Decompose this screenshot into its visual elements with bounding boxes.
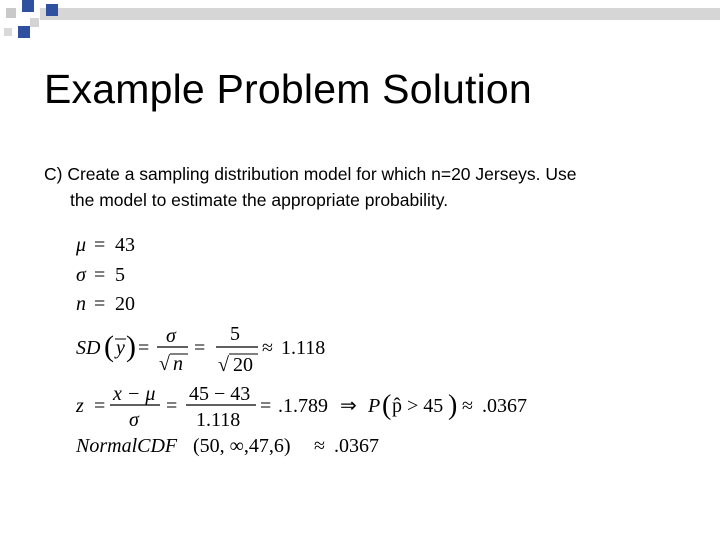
z-frac2-den: 1.118 — [196, 409, 241, 431]
problem-line-1: C) Create a sampling distribution model for which n=20 Jerseys. Use — [44, 164, 577, 184]
sd-frac1-den: n — [173, 353, 183, 375]
n-symbol: n — [76, 293, 86, 315]
prob-paren-open: ( — [382, 390, 392, 421]
mu-symbol: μ — [76, 234, 87, 256]
prob-result: .0367 — [482, 395, 527, 417]
sqrt-sign-1: √ — [159, 353, 170, 375]
sigma-value: 5 — [115, 264, 125, 286]
mu-value: 43 — [115, 234, 135, 256]
sd-variable: y — [116, 337, 125, 359]
z-frac1-den: σ — [129, 409, 139, 431]
sd-paren-close: ) — [126, 330, 136, 363]
sd-paren-open: ( — [104, 330, 114, 363]
mu-equals: = — [94, 234, 106, 256]
prob-inner: p̂ > 45 — [392, 395, 444, 417]
sd-approx: ≈ — [262, 337, 273, 359]
z-frac1-num: x − μ — [113, 383, 156, 405]
z-value: .1.789 — [278, 395, 328, 417]
cdf-args: (50, ∞,47,6) — [193, 435, 291, 457]
prob-paren-close: ) — [448, 390, 458, 421]
sigma-symbol: σ — [76, 264, 86, 286]
prob-symbol: P — [368, 395, 381, 417]
sd-frac2-num: 5 — [230, 323, 240, 345]
cdf-approx: ≈ — [314, 435, 325, 457]
sigma-equals: = — [94, 264, 106, 286]
z-equals-2: = — [166, 395, 178, 417]
sd-equals-1: = — [138, 337, 150, 359]
sd-frac2-den: 20 — [233, 354, 253, 376]
slide-title: Example Problem Solution — [44, 66, 532, 112]
sd-label: SD — [76, 337, 101, 359]
n-value: 20 — [115, 293, 135, 315]
z-label: z — [76, 395, 84, 417]
z-equals-1: = — [94, 395, 106, 417]
sd-result: 1.118 — [281, 337, 326, 359]
implies-arrow: ⇒ — [340, 395, 357, 417]
cdf-result: .0367 — [334, 435, 379, 457]
z-equals-3: = — [260, 395, 272, 417]
sd-frac1-num: σ — [166, 325, 176, 347]
prob-approx: ≈ — [462, 395, 473, 417]
sqrt-sign-2: √ — [218, 354, 229, 376]
n-equals: = — [94, 293, 106, 315]
cdf-function: NormalCDF — [76, 435, 178, 457]
sd-equals-2: = — [194, 337, 206, 359]
z-frac2-num: 45 − 43 — [189, 383, 251, 405]
problem-line-2: the model to estimate the appropriate probability. — [70, 190, 449, 210]
